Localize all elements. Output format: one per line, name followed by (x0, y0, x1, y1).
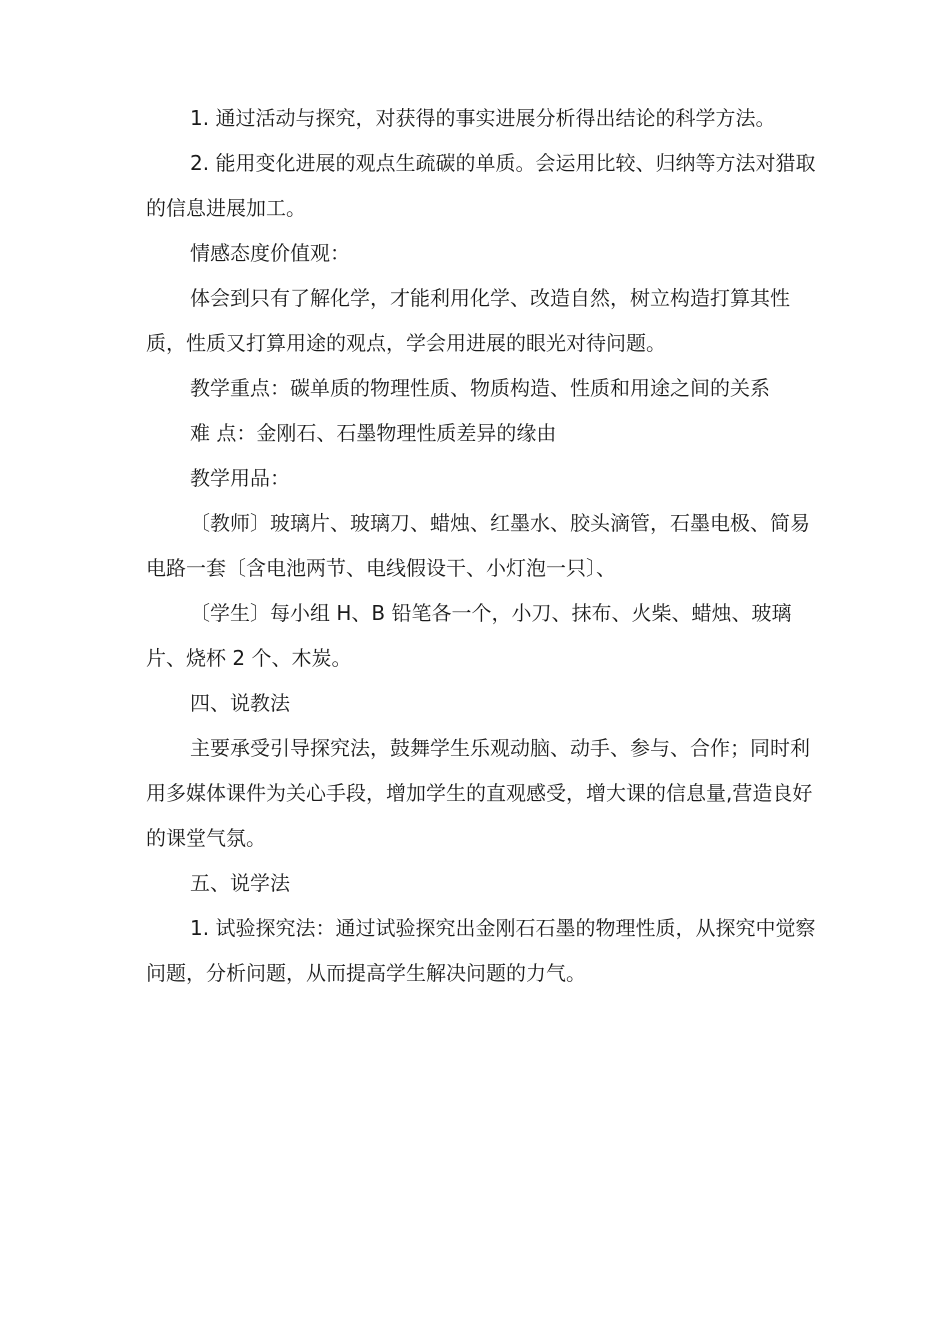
paragraph-difficulties: 难 点：金刚石、石墨物理性质差异的缘由 (190, 421, 557, 445)
paragraph-learning-method-1: 1. 试验探究法：通过试验探究出金刚石石墨的物理性质，从探究中觉察问题，分析问题，从而提高学生解决问题的力气。 (146, 916, 816, 985)
paragraph-teaching-method: 主要承受引导探究法，鼓舞学生乐观动脑、动手、参与、合作；同时利用多媒体课件为关心手段，增加学生的直观感受，增大课的信息量,营造良好的课堂气氛。 (146, 736, 813, 850)
paragraph-emotion-values: 体会到只有了解化学，才能利用化学、改造自然，树立构造打算其性质，性质又打算用途的观点，学会用进展的眼光对待问题。 (146, 286, 790, 355)
heading-learning-method: 五、说学法 (190, 871, 290, 895)
heading-emotion-values: 情感态度价值观： (190, 241, 350, 265)
paragraph-teacher-materials: 〔教师〕玻璃片、玻璃刀、蜡烛、红墨水、胶头滴管，石墨电极、简易电路一套〔含电池两节、电线假设干、小灯泡一只〕、 (146, 511, 810, 580)
document-body (146, 96, 816, 996)
paragraph-key-points: 教学重点：碳单质的物理性质、物质构造、性质和用途之间的关系 (190, 376, 770, 400)
heading-teaching-method: 四、说教法 (190, 691, 290, 715)
heading-teaching-materials: 教学用品： (190, 466, 290, 490)
paragraph-objective-2: 2. 能用变化进展的观点生疏碳的单质。会运用比较、归纳等方法对猎取的信息进展加工。 (146, 151, 816, 220)
paragraph-student-materials: 〔学生〕每小组 H、B 铅笔各一个，小刀、抹布、火柴、蜡烛、玻璃片、烧杯 2 个、木炭。 (146, 601, 792, 670)
paragraph-objective-1: 1. 通过活动与探究，对获得的事实进展分析得出结论的科学方法。 (190, 106, 776, 130)
